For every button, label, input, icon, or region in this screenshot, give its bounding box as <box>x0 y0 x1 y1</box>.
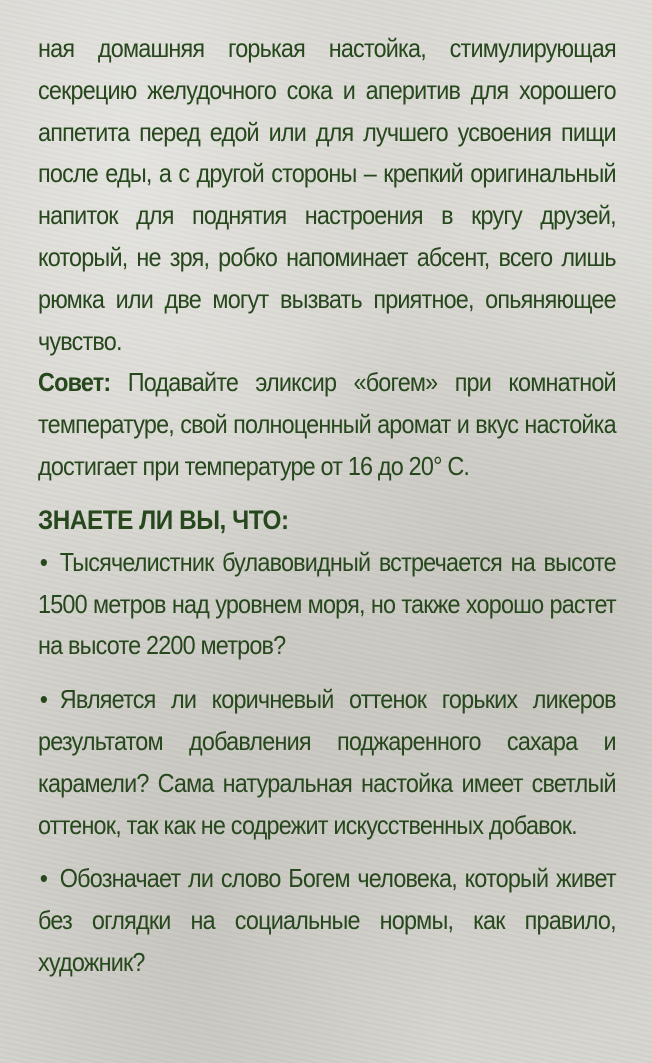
list-item <box>38 679 616 846</box>
list-item <box>38 542 616 667</box>
fact-text: Тысячелистник булавовидный встречается на высоте 1500 метров над уровнем моря, но также хорошо растет на высоте 2200 метров? <box>38 546 616 661</box>
fact-text: Является ли коричневый оттенок горьких ликеров результатом добавления поджаренного сахара и карамели? Сама натуральная настойка имеет светлый оттенок, так как не содрежит искусственных добавок. <box>38 684 616 840</box>
fact-paragraph <box>38 679 616 846</box>
bullet-icon: • <box>39 546 48 577</box>
intro-paragraph: ная домашняя горькая настойка, стимулирующая секрецию желудочного сока и аперитив для хорошего аппетита перед едой или для лучшего усвоения пищи после еды, а с другой стороны – крепкий оригинальный напиток для поднятия настроения в кругу друзей, который, не зря, робко напоминает абсент, всего лишь рюмка или две могут вызвать приятное, опьяняющее чувство. <box>38 33 616 356</box>
bullet-icon: • <box>39 684 48 715</box>
bullet-icon: • <box>39 863 48 894</box>
facts-heading: ЗНАЕТЕ ЛИ ВЫ, ЧТО: <box>38 504 289 535</box>
fact-paragraph <box>38 542 616 667</box>
page-content <box>38 28 616 996</box>
fact-paragraph <box>38 858 616 983</box>
tip-text: Подавайте эликсир «богем» при комнатной температуре, свой полноценный аромат и вкус настойка достигает при температуре от 16 до 20° С. <box>38 367 616 481</box>
tip-paragraph <box>38 362 616 487</box>
facts-list <box>38 542 616 984</box>
list-item <box>38 858 616 983</box>
tip-label: Совет: <box>38 367 111 398</box>
fact-text: Обозначает ли слово Богем человека, который живет без оглядки на социальные нормы, как правило, художник? <box>38 863 616 977</box>
